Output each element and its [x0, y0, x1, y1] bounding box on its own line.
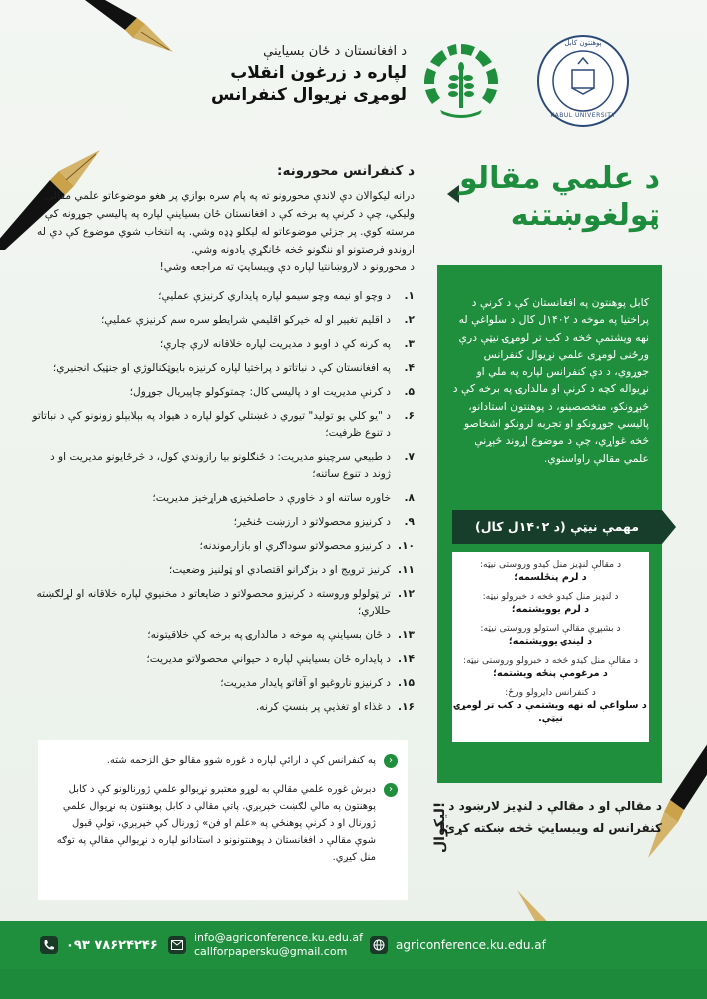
topic-item: [30, 288, 415, 305]
topic-item: [30, 449, 415, 483]
topic-number: ۴.: [404, 362, 415, 374]
topic-number: ۲.: [404, 314, 415, 326]
organizer-line-3: لومړی نړیوال کنفرانس: [210, 85, 407, 105]
topic-item: [30, 675, 415, 692]
title-line-1: د علمي مقالو: [459, 161, 660, 196]
intro-body: درانه لیکوالان دې لاندې محورونو ته په پام سره بوازي پر هغو موضوعاتو علمي مقالې ولیکي، چې د کرنې په برخه کې د افغانستان ځان بسیاینې لپاره په پالیسي جوړونه کې مرسته کوي. پر جزئي موضوعاتو له لیکلو ډډه وشي. په انتخاب شوي موضوع کې دې له اروندو فرصتونو او ننګونو څخه ځانګړي یادونه وشي.: [37, 190, 415, 256]
topic-item: [30, 336, 415, 353]
topic-number: ۹.: [404, 516, 415, 528]
conference-logo-icon: [420, 40, 502, 122]
topic-text: خاوره ساتنه او د خاورې د حاصلخیزۍ هراړخیز مدیریت؛: [152, 492, 391, 504]
topic-number: ۱۴.: [398, 653, 415, 665]
topic-number: ۸.: [404, 492, 415, 504]
date-value: د لیندۍ یوویشتمه؛: [508, 636, 593, 647]
topic-number: ۵.: [404, 386, 415, 398]
signature-mark: لیکوال!: [432, 801, 448, 853]
intro-heading: د کنفرانس محورونه:: [277, 163, 415, 179]
email-list: [194, 931, 363, 959]
topic-number: ۱۱.: [398, 564, 415, 576]
panel-body-text: کابل پوهنتون په افغانستان کې د کرنې د پراختیا په موخه د ۱۴۰۲ل کال د سلواغې له نهه ویشتمې څخه د کب تر لومړۍ نیټې درې ورځنی لومړی علمي نړیوال کنفرانس جوړوي، د دې کنفرانس لپاره په ملي او نړیواله کچه د کرنې او مالدارۍ په برخه کې د څېړونکو، متخصصینو، د پوهنتون استادانو، پالیسي جوړونکو او تجربه لرونکو اشخاصو څخه غواړي، چې د موضوع اړوند څېړنې علمي مقالې راواستوي.: [452, 296, 649, 465]
email-link-2[interactable]: callforpapersku@gmail.com: [194, 945, 348, 958]
arrow-icon: ‹: [384, 754, 398, 768]
organizer-line-1: د افغانستان د ځان بسیاینې: [263, 44, 407, 59]
date-value: د لرم یوویشتمه؛: [511, 604, 590, 615]
note-item: [48, 781, 398, 866]
globe-icon: [370, 936, 388, 954]
topic-number: ۳.: [404, 338, 415, 350]
university-seal: [536, 34, 630, 128]
topic-item: [30, 312, 415, 329]
topic-item: [30, 490, 415, 507]
organizer-title: [147, 44, 407, 105]
conference-axes-intro: [30, 163, 415, 273]
date-label: د لنډیز منل کیدو څخه د خبرولو نیټه:: [482, 591, 619, 602]
topic-number: ۱۰.: [398, 540, 415, 552]
page-title: [450, 160, 660, 234]
topic-item: [30, 562, 415, 579]
website-link[interactable]: agriconference.ku.edu.af: [396, 938, 546, 952]
mail-icon: [168, 936, 186, 954]
topic-number: ۱۲.: [398, 588, 415, 600]
intro-note: د محورونو د لاروښانتیا لپاره دې ویبسایټ ته مراجعه وشي!: [159, 261, 415, 273]
date-value: د مرغومې پنځه ویشتمه؛: [493, 668, 608, 679]
footer-email[interactable]: [168, 921, 363, 969]
important-dates-heading: مهمې نیټې (د ۱۴۰۲ل کال): [452, 510, 662, 544]
topic-text: د کرنیزو محصولاتو سوداګري او بازارموندنه؛: [199, 540, 391, 552]
topic-number: ۶.: [404, 410, 415, 422]
topic-text: د "یو کلي یو تولید" تیوري د غښتلي کولو لپاره د هیواد په بېلابېلو زونونو کې د نباتاتو د تنوع ظرفیت؛: [32, 410, 391, 439]
topic-item: [30, 408, 415, 442]
topic-text: د کرنې مدیریت او د پالیسۍ کال: چمتوکولو چاپیریال جوړول؛: [129, 386, 391, 398]
important-dates-box: [452, 552, 649, 742]
topic-text: د وچو او نیمه وچو سیمو لپاره پایداري کرنیزې عملیې؛: [158, 290, 391, 302]
topic-item: [30, 360, 415, 377]
topic-item: [30, 651, 415, 668]
footer-phone[interactable]: [40, 921, 158, 969]
note-text: دبرش غوره علمي مقالې به لوړو معتبرو نړیوالو علمي ژورنالونو کې د کابل پوهنتون په مالي لګښت خپرېږي. پاتې مقالې د کابل پوهنتون په نړیوال علمي ژورنال او د کرنې پوهنځي په «علم او فن» ژورنال کې خپرېږي، تولې قبول شوې مقالې د افغانستان د پوهنتونونو د استادانو لپاره د نړیوالې مقالې په توګه منل کیږي.: [56, 784, 376, 863]
date-value: د لرم پنځلسمه؛: [514, 572, 587, 583]
topic-item: [30, 538, 415, 555]
topic-item: [30, 699, 415, 716]
title-line-2: ټولغوښتنه: [510, 198, 660, 233]
topic-text: تر ټولولو وروسته د کرنیزو محصولاتو د ضایعاتو د مخنیوي لپاره خلاقانه او لړلګښته حللاري؛: [36, 588, 391, 617]
date-value: د سلواغې له نهه ویشتمې د کب تر لومړۍ نیټې.: [454, 700, 647, 724]
topic-number: ۷.: [404, 451, 415, 463]
dates-heading-arrow-icon: [662, 510, 676, 544]
notes-box: [38, 740, 408, 900]
topic-item: [30, 384, 415, 401]
topic-text: د ځان بسیاینې په موخه د مالدارۍ په برخه کې خلاقیتونه؛: [147, 629, 391, 641]
topic-text: د کرنیزو محصولاتو د ارزښت ځنځیر؛: [233, 516, 391, 528]
seal-text-bottom: KABUL UNIVERSITY: [550, 112, 616, 119]
note-text: په کنفرانس کې د ارائې لپاره د غوره شوو مقالو حق الزحمه شته.: [106, 755, 376, 766]
topic-number: ۱.: [404, 290, 415, 302]
topic-text: د پایداره ځان بسیاینې لپاره د حیواني محصولاتو مدیریت؛: [146, 653, 391, 665]
date-label: د مقالې لنډیز منل کیدو وروستی نیټه:: [479, 559, 622, 570]
topic-text: د غذاء او تغذیې پر بنسټ کرنه.: [255, 701, 391, 713]
topic-text: په کرنه کې د اوبو د مدیریت لپاره خلاقانه لارې چارې؛: [159, 338, 391, 350]
phone-number[interactable]: ۰۹۳ ۷۸۶۲۴۲۴۶: [66, 937, 158, 953]
footer-bottom-strip: [0, 969, 707, 999]
topic-number: ۱۳.: [398, 629, 415, 641]
phone-icon: [40, 936, 58, 954]
topic-text: په افغانستان کې د نباتاتو د پراختیا لپاره کرنیزه بایوټکنالوژي او جنټیک انجنیري؛: [52, 362, 391, 374]
topic-number: ۱۵.: [398, 677, 415, 689]
note-item: [48, 752, 398, 769]
date-label: د مقالې منل کیدو څخه د خبرولو وروستی نیټه:: [462, 655, 639, 666]
topic-text: د کرنیزو ناروغیو او آفاتو پایدار مدیریت؛: [220, 677, 391, 689]
topics-list: [30, 288, 415, 723]
topic-item: [30, 627, 415, 644]
topic-text: د طبیعي سرچینو مدیریت: د ځنګلونو بیا رازوندي کول، د څرځایونو مدیریت او د ژوند د تنوع ساتنه؛: [49, 451, 391, 480]
arrow-icon: ‹: [384, 783, 398, 797]
topic-text: د اقلیم تغییر او له خیرکو اقلیمي شرایطو سره سم کرنیزې عملیې؛: [100, 314, 391, 326]
topic-text: کرنیز ترویج او د بزګرانو اقتصادي او ټولنیز وضعیت؛: [168, 564, 391, 576]
email-link-1[interactable]: info@agriconference.ku.edu.af: [194, 931, 363, 944]
topic-number: ۱۶.: [398, 701, 415, 713]
topic-item: [30, 586, 415, 620]
date-label: د کنفرانس دایرولو ورځ:: [505, 687, 596, 698]
topic-item: [30, 514, 415, 531]
guide-download-text: د مقالې او د مقالې د لنډیز لارښود د کنفرانس له ویبسایټ څخه ښکته کړئ!: [438, 799, 662, 835]
organizer-line-2: لپاره د زرغون انقلاب: [230, 63, 407, 83]
seal-text-top: پوهنتون کابل: [564, 39, 602, 47]
date-label: د بشپړې مقالې استولو وروستی نیټه:: [480, 623, 621, 634]
footer-website[interactable]: [370, 921, 546, 969]
